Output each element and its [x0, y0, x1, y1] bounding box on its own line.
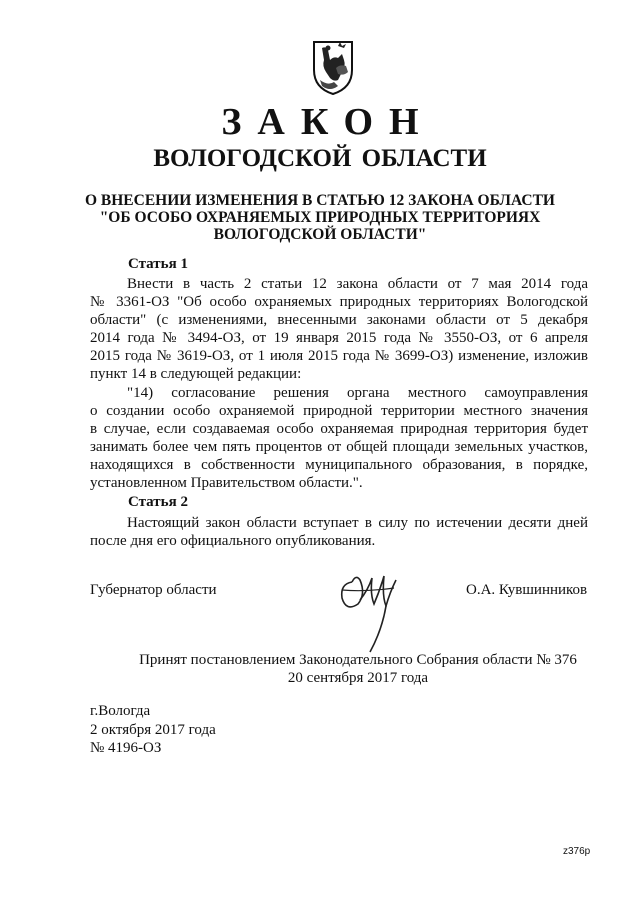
issue-city: г.Вологда	[90, 703, 151, 719]
governor-label: Губернатор области	[90, 582, 217, 598]
adoption-note	[128, 651, 588, 687]
law-heading-line: ВОЛОГОДСКОЙ ОБЛАСТИ"	[213, 226, 427, 243]
text-line: в случае, если создаваемая особо охраняемая природная территория будет	[90, 420, 588, 437]
text-line: Внести в часть 2 статьи 12 закона области от 7 мая 2014 года	[127, 276, 588, 292]
text-line: занимать более чем пять процентов от общей площади земельных участков,	[90, 438, 588, 455]
document-title: ЗАКОН	[221, 101, 435, 143]
article-1-text	[90, 275, 588, 492]
adoption-line: Принят постановлением Законодательного Собрания области № 376	[139, 652, 577, 668]
coat-of-arms-emblem	[308, 36, 358, 96]
law-heading-line: О ВНЕСЕНИИ ИЗМЕНЕНИЯ В СТАТЬЮ 12 ЗАКОНА ОБЛАСТИ	[84, 192, 555, 209]
text-line: установленном Правительством области.".	[90, 475, 363, 492]
text-line: 2015 года № 3619-ОЗ, от 1 июля 2015 года № 3699-ОЗ) изменение, изложив	[90, 348, 588, 365]
text-line: пункт 14 в следующей редакции:	[90, 366, 302, 383]
article-1-title: Статья 1	[128, 256, 188, 272]
text-line: о создании особо охраняемой природной территории местного значения	[90, 402, 588, 419]
document-code: z376р	[563, 846, 591, 857]
text-line: области" (с изменениями, внесенными законами области от 5 декабря	[90, 312, 588, 329]
handwritten-signature	[330, 560, 410, 660]
law-number: № 4196-ОЗ	[90, 740, 162, 756]
text-line: Настоящий закон области вступает в силу по истечении десяти дней	[127, 515, 588, 531]
document-subtitle: ВОЛОГОДСКОЙ ОБЛАСТИ	[153, 145, 487, 172]
adoption-date: 20 сентября 2017 года	[287, 670, 429, 686]
law-heading-line: "ОБ ОСОБО ОХРАНЯЕМЫХ ПРИРОДНЫХ ТЕРРИТОРИЯХ	[99, 209, 541, 226]
text-line: № 3361-ОЗ "Об особо охраняемых природных территориях Вологодской	[90, 294, 588, 311]
text-line: "14) согласование решения органа местного самоуправления	[127, 384, 588, 401]
issue-date: 2 октября 2017 года	[90, 721, 216, 738]
text-line: 2014 года № 3494-ОЗ, от 19 января 2015 года № 3550-ОЗ, от 6 апреля	[90, 330, 588, 347]
text-line: находящихся в собственности муниципального образования, в порядке,	[90, 456, 588, 473]
article-2-title: Статья 2	[128, 494, 188, 510]
text-line: после дня его официального опубликования.	[90, 533, 376, 550]
governor-name: О.А. Кувшинников	[466, 582, 588, 598]
issue-details	[90, 702, 216, 758]
law-heading	[0, 192, 640, 243]
article-2-text	[90, 514, 588, 550]
